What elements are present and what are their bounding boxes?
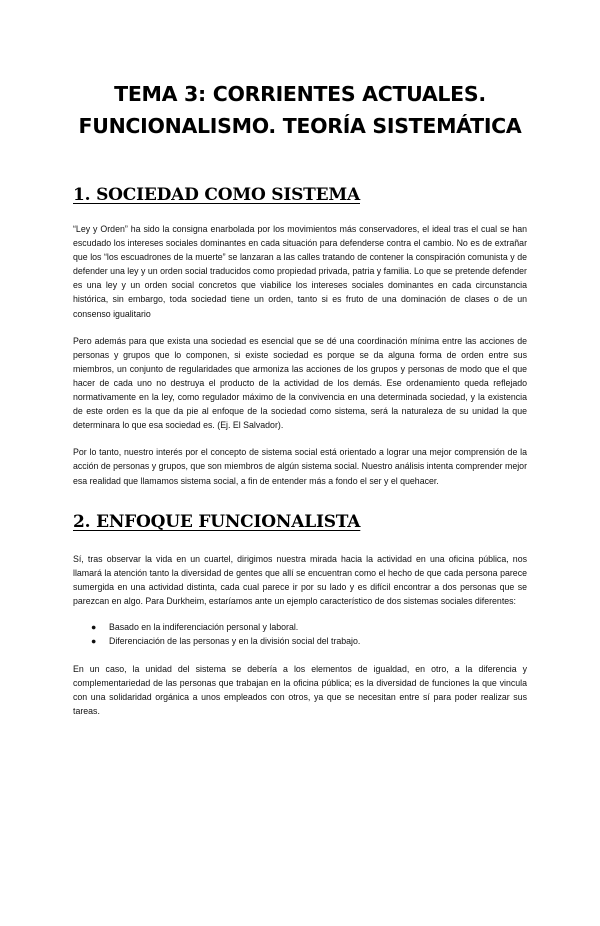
title-line-2: FUNCIONALISMO. TEORÍA SISTEMÁTICA: [78, 114, 522, 138]
section-2-heading: 2. ENFOQUE FUNCIONALISTA: [73, 511, 361, 532]
document-page: [0, 78, 600, 926]
bullet-icon: ●: [91, 621, 97, 632]
section-1-paragraph-2: Pero además para que exista una sociedad es esencial que se dé una coordinación mínima entre las acciones de personas y grupos que lo componen, si existe sociedad es porque se da alguna forma de orden entre sus miembros, un conjunto de regularidades que armoniza las acciones de los grupos y personas de modo que el que hacer de cada uno no destruya el producto de la actividad de los demás. Ese ordenamiento queda reflejado normativamente en la ley, como regulador máximo de la convivencia en una determinada sociedad, y la existencia de este orden es la que da pie al enfoque de la sociedad como sistema, será la naturaleza de su unidad la que determinara lo que esa sociedad es. (Ej. El Salvador).: [73, 335, 527, 431]
list-item: [91, 634, 527, 648]
bullet-list: [73, 620, 527, 649]
title-line-1: TEMA 3: CORRIENTES ACTUALES.: [114, 82, 486, 106]
bullet-icon: ●: [91, 636, 97, 647]
list-item-text: Diferenciación de las personas y en la división social del trabajo.: [109, 636, 361, 647]
section-1-paragraph-3: Por lo tanto, nuestro interés por el concepto de sistema social está orientado a lograr una mejor comprensión de la acción de personas y grupos, que son miembros de algún sistema social. Nuestro análisis intenta comprender mejor esa realidad que llamamos sistema social, a fin de entender más a fondo el ser y el quehacer.: [73, 447, 527, 486]
section-1-paragraph-1: “Ley y Orden” ha sido la consigna enarbolada por los movimientos más conservadores, el ideal tras el cual se han escudado los intereses sociales dominantes en cada situación para defenderse contra el cambio. No es de extrañar que los “los escuadrones de la muerte” se lanzaran a las calles tratando de contener la conspiración comunista y de defender una ley y un orden social traducidos como propiedad privada, patria y familia. Lo que se pretende defender es una ley y un orden social concretos que viabilice los intereses sociales dominantes en cada circunstancia histórica, sin embargo, toda sociedad tiene un orden, tanto si es fruto de una dominación de clases o de un consenso igualitario: [73, 224, 527, 319]
section-1-heading: 1. SOCIEDAD COMO SISTEMA: [73, 185, 360, 205]
list-item-text: Basado en la indiferenciación personal y laboral.: [109, 621, 299, 632]
section-2-intro-paragraph: Sí, tras observar la vida en un cuartel, dirigimos nuestra mirada hacia la actividad en una oficina pública, nos llamará la atención tanto la diversidad de gentes que allí se encuentran como el hecho de que cada persona parece sumergida en una actividad distinta, cada cual parece ir por su lado y es difícil encontrar a dos personas que se parezcan en algo. Para Durkheim, estaríamos ante un ejemplo característico de dos sistemas sociales diferentes:: [73, 553, 527, 606]
list-item: [91, 620, 527, 634]
document-title: [73, 78, 527, 142]
section-2-closing-paragraph: En un caso, la unidad del sistema se debería a los elementos de igualdad, en otro, a la diferencia y complementariedad de las personas que trabajan en la oficina pública; es la diversidad de funciones la que vincula con una solidaridad orgánica a unos empleados con otros, ya que se necesitan entre sí para poder realizar sus tareas.: [73, 663, 527, 716]
